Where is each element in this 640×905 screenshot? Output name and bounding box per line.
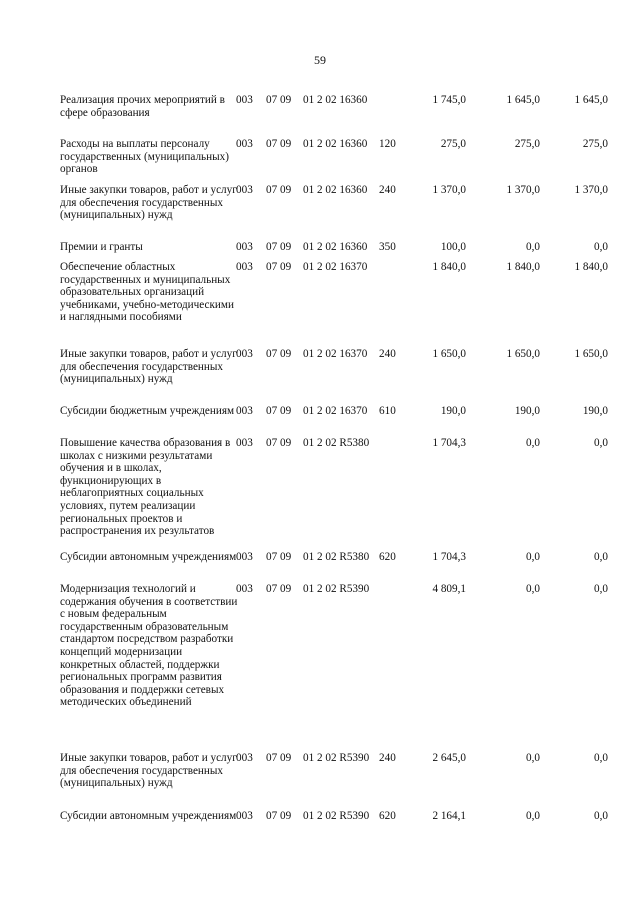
row-target-code: 01 2 02 R5380 (303, 437, 370, 449)
row-amount-3: 0,0 (594, 583, 608, 595)
row-amount-1: 1 650,0 (432, 348, 466, 360)
row-target-code: 01 2 02 R5390 (303, 752, 370, 764)
row-amount-2: 1 840,0 (506, 261, 540, 273)
row-name: Расходы на выплаты персоналу государственных (муниципальных) органов (60, 138, 229, 176)
row-amount-1: 1 704,3 (432, 551, 466, 563)
row-target-code: 01 2 02 R5390 (303, 583, 370, 595)
row-amount-3: 0,0 (594, 551, 608, 563)
row-target-code: 01 2 02 16370 (303, 405, 368, 417)
row-ved-code: 003 (236, 437, 253, 449)
row-expense-type: 350 (379, 241, 396, 253)
row-ved-code: 003 (236, 551, 253, 563)
row-amount-2: 275,0 (514, 138, 540, 150)
row-target-code: 01 2 02 16360 (303, 241, 368, 253)
row-expense-type: 240 (379, 184, 396, 196)
row-ved-code: 003 (236, 348, 253, 360)
row-amount-3: 1 840,0 (574, 261, 608, 273)
row-amount-2: 1 650,0 (506, 348, 540, 360)
row-ved-code: 003 (236, 405, 253, 417)
row-target-code: 01 2 02 R5380 (303, 551, 370, 563)
row-amount-3: 1 650,0 (574, 348, 608, 360)
row-amount-2: 0,0 (526, 583, 540, 595)
row-ved-code: 003 (236, 752, 253, 764)
row-amount-3: 0,0 (594, 752, 608, 764)
row-section-code: 07 09 (266, 551, 292, 563)
row-amount-3: 1 645,0 (574, 94, 608, 106)
row-name: Субсидии автономным учреждениям (60, 551, 237, 563)
row-name: Модернизация технологий и содержания обучения в соответствии с новым федеральным государственным образовательным стандартом посредством разработки концепций модернизации конкретных областей, поддержки региональных программ развития образования и поддержки сетевых методических объединений (60, 583, 238, 709)
row-target-code: 01 2 02 16370 (303, 348, 368, 360)
row-section-code: 07 09 (266, 94, 292, 106)
row-amount-1: 100,0 (440, 241, 466, 253)
row-name: Субсидии автономным учреждениям (60, 810, 237, 822)
row-ved-code: 003 (236, 138, 253, 150)
row-ved-code: 003 (236, 94, 253, 106)
row-target-code: 01 2 02 R5390 (303, 810, 370, 822)
row-amount-2: 190,0 (514, 405, 540, 417)
row-section-code: 07 09 (266, 184, 292, 196)
row-amount-3: 0,0 (594, 437, 608, 449)
row-expense-type: 620 (379, 810, 396, 822)
row-ved-code: 003 (236, 583, 253, 595)
row-expense-type: 240 (379, 752, 396, 764)
row-target-code: 01 2 02 16360 (303, 138, 368, 150)
row-expense-type: 120 (379, 138, 396, 150)
row-amount-1: 190,0 (440, 405, 466, 417)
row-section-code: 07 09 (266, 261, 292, 273)
row-amount-1: 1 840,0 (432, 261, 466, 273)
row-amount-1: 1 704,3 (432, 437, 466, 449)
row-amount-1: 2 164,1 (432, 810, 466, 822)
row-name: Иные закупки товаров, работ и услуг для обеспечения государственных (муниципальных) нужд (60, 184, 237, 222)
row-name: Реализация прочих мероприятий в сфере образования (60, 94, 225, 119)
row-target-code: 01 2 02 16360 (303, 184, 368, 196)
row-ved-code: 003 (236, 261, 253, 273)
row-amount-1: 275,0 (440, 138, 466, 150)
row-amount-2: 0,0 (526, 551, 540, 563)
row-amount-3: 0,0 (594, 810, 608, 822)
page-number: 59 (314, 53, 326, 67)
row-section-code: 07 09 (266, 405, 292, 417)
row-ved-code: 003 (236, 184, 253, 196)
row-name: Обеспечение областных государственных и муниципальных образовательных организаций учебниками, учебно-методическими и наглядными пособиями (60, 261, 234, 324)
row-expense-type: 610 (379, 405, 396, 417)
row-name: Иные закупки товаров, работ и услуг для обеспечения государственных (муниципальных) нужд (60, 752, 237, 790)
row-section-code: 07 09 (266, 583, 292, 595)
row-ved-code: 003 (236, 810, 253, 822)
row-amount-3: 1 370,0 (574, 184, 608, 196)
row-expense-type: 240 (379, 348, 396, 360)
row-name: Повышение качества образования в школах с низкими результатами обучения и в школах, функционирующих в неблагоприятных социальных условиях, путем реализации региональных проектов и распространения их результатов (60, 437, 231, 538)
row-name: Иные закупки товаров, работ и услуг для обеспечения государственных (муниципальных) нужд (60, 348, 237, 386)
row-amount-2: 0,0 (526, 437, 540, 449)
row-section-code: 07 09 (266, 437, 292, 449)
row-amount-3: 0,0 (594, 241, 608, 253)
row-amount-2: 0,0 (526, 810, 540, 822)
row-amount-1: 1 745,0 (432, 94, 466, 106)
row-target-code: 01 2 02 16370 (303, 261, 368, 273)
row-name: Субсидии бюджетным учреждениям (60, 405, 235, 417)
row-amount-2: 0,0 (526, 752, 540, 764)
row-amount-3: 190,0 (582, 405, 608, 417)
row-section-code: 07 09 (266, 810, 292, 822)
row-section-code: 07 09 (266, 752, 292, 764)
row-amount-1: 4 809,1 (432, 583, 466, 595)
row-amount-3: 275,0 (582, 138, 608, 150)
row-expense-type: 620 (379, 551, 396, 563)
row-amount-2: 0,0 (526, 241, 540, 253)
row-section-code: 07 09 (266, 241, 292, 253)
row-ved-code: 003 (236, 241, 253, 253)
row-amount-2: 1 645,0 (506, 94, 540, 106)
row-amount-2: 1 370,0 (506, 184, 540, 196)
row-amount-1: 1 370,0 (432, 184, 466, 196)
row-name: Премии и гранты (60, 241, 143, 253)
row-section-code: 07 09 (266, 138, 292, 150)
row-section-code: 07 09 (266, 348, 292, 360)
row-target-code: 01 2 02 16360 (303, 94, 368, 106)
row-amount-1: 2 645,0 (432, 752, 466, 764)
